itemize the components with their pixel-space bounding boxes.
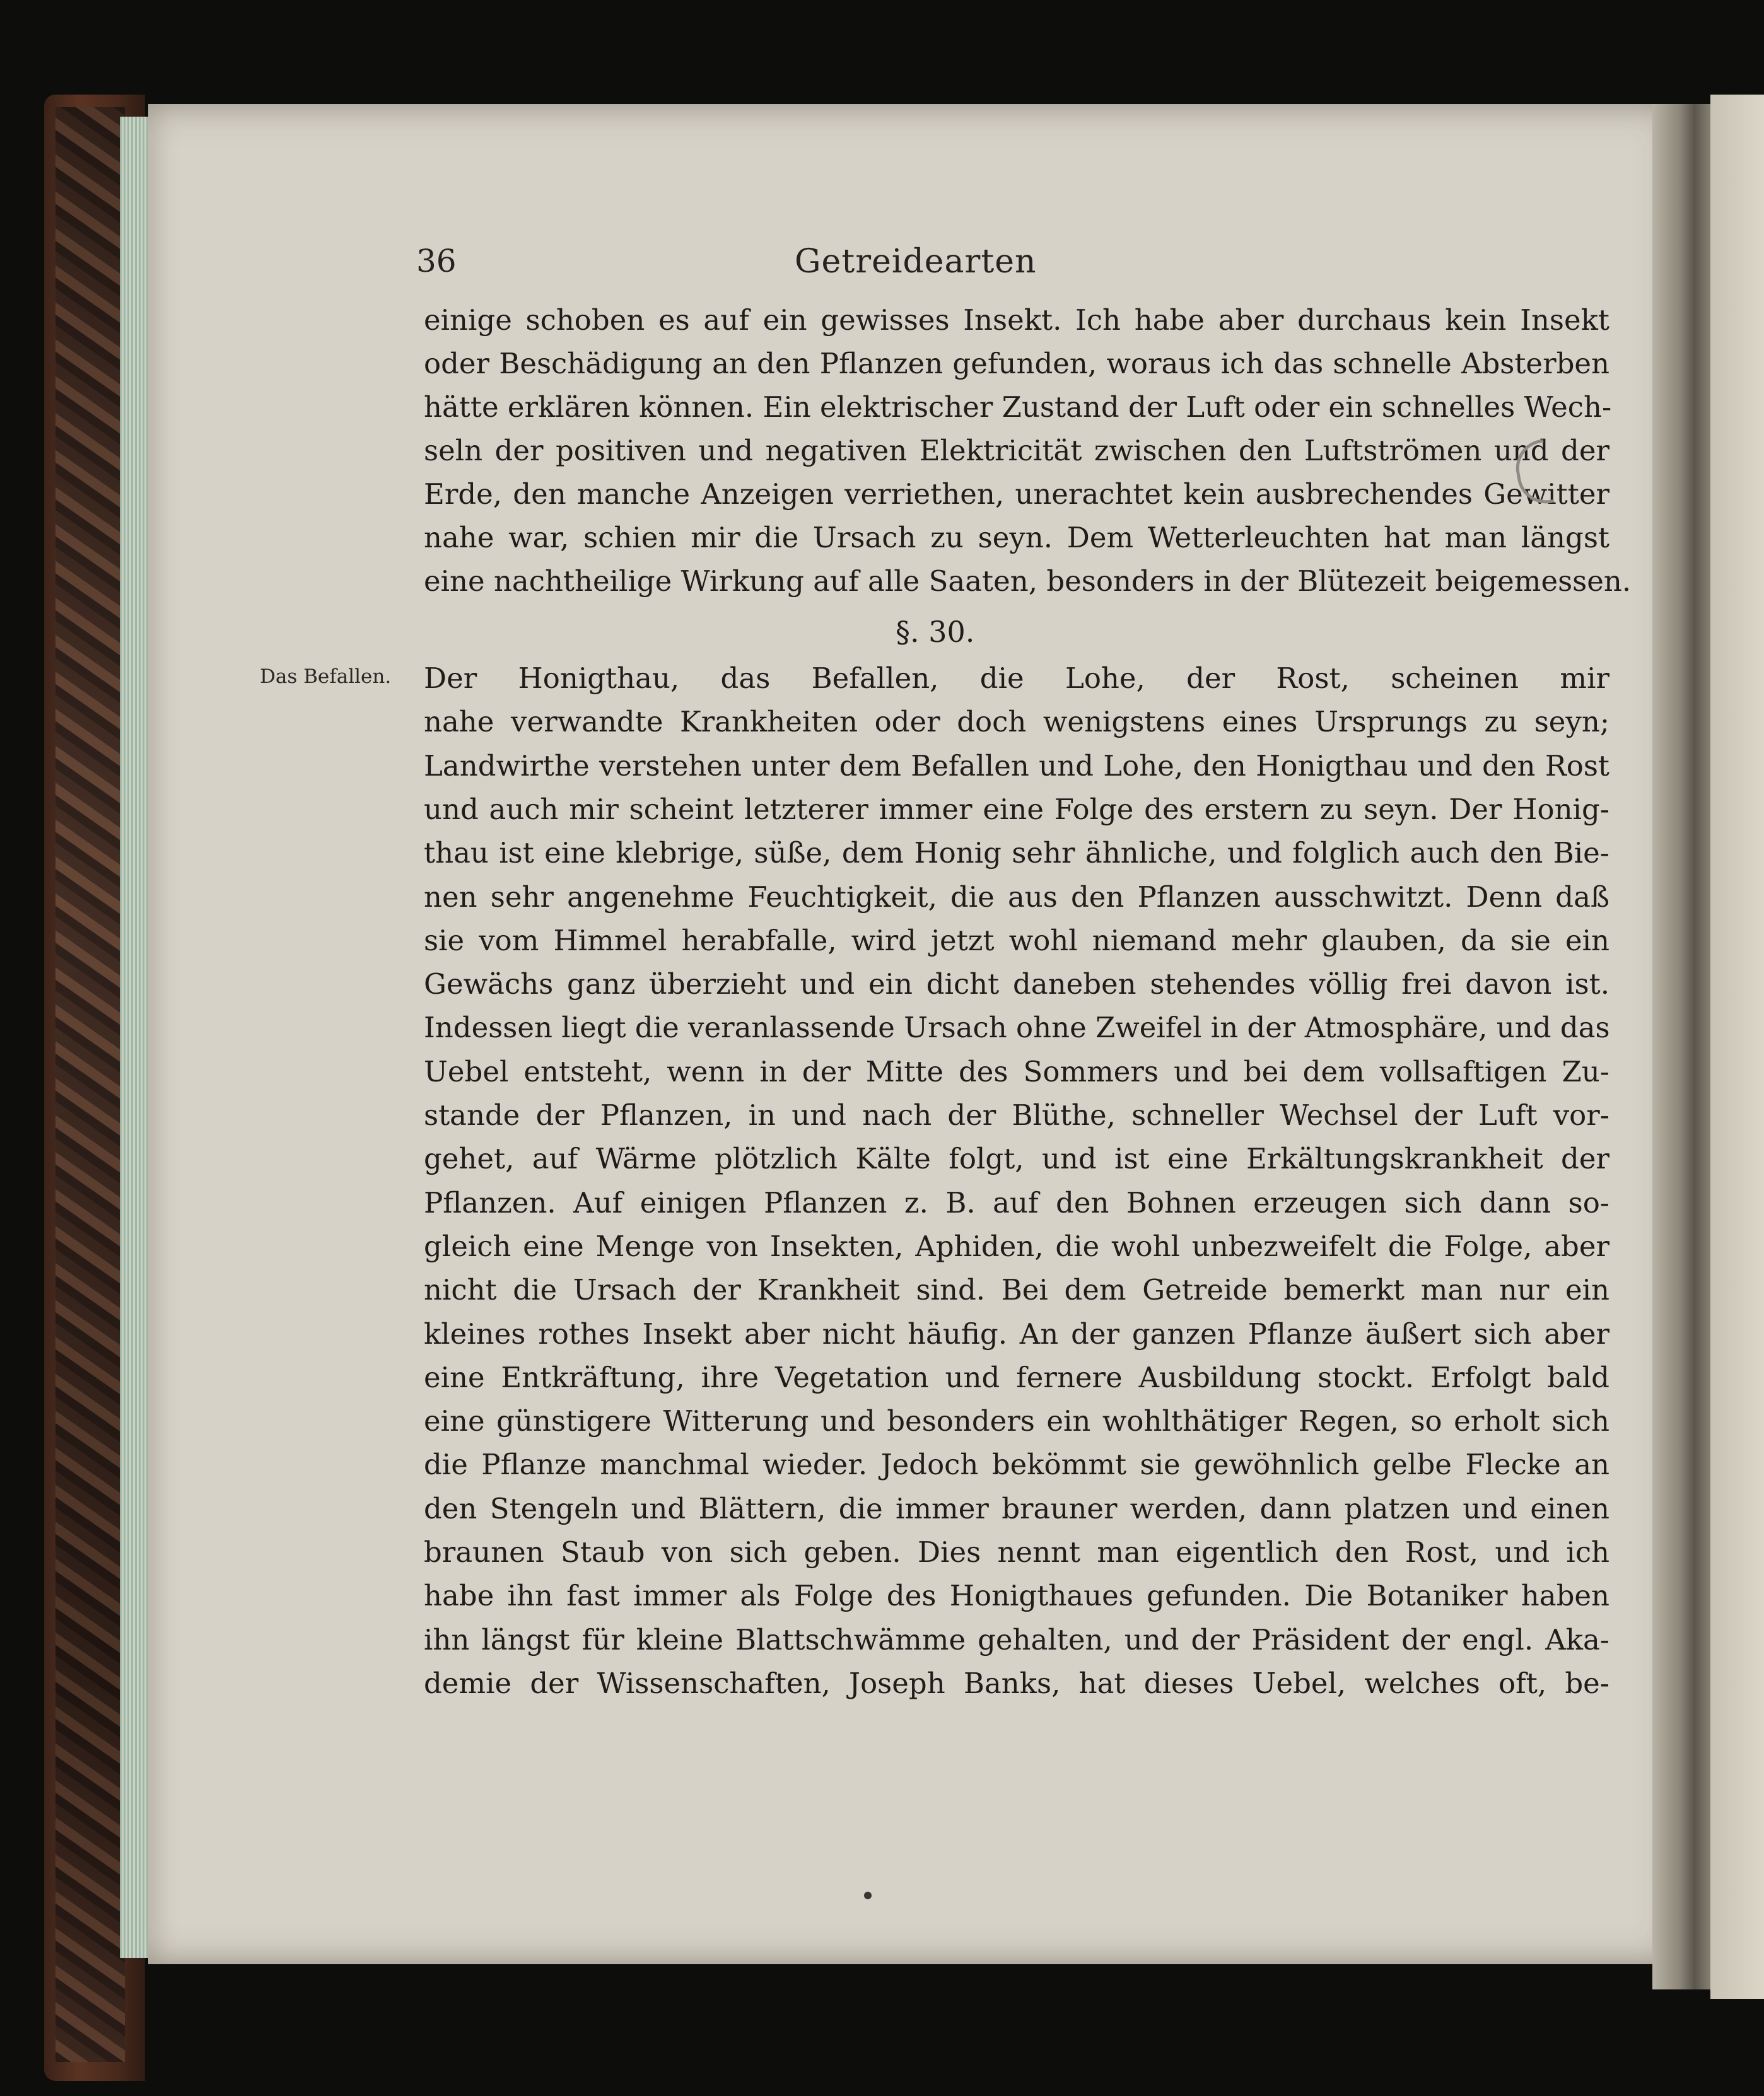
text-line: und auch mir scheint letzterer immer eine Folge des erstern zu seyn. Der Honig- <box>424 792 1609 826</box>
text-line: eine günstigere Witterung und besonders ein wohlthätiger Regen, so erholt sich <box>424 1404 1609 1438</box>
text-line: Landwirthe verstehen unter dem Befallen und Lohe, den Honigthau und den Rost <box>424 748 1609 783</box>
text-line: einige schoben es auf ein gewisses Insekt. Ich habe aber durchaus kein Insekt <box>424 303 1609 337</box>
text-line: demie der Wissenschaften, Joseph Banks, hat dieses Uebel, welches oft, be- <box>424 1666 1609 1700</box>
text-line: nahe war, schien mir die Ursach zu seyn. Dem Wetterleuchten hat man längst <box>424 521 1609 554</box>
page-header <box>416 243 1615 287</box>
text-line: nahe verwandte Krankheiten oder doch wenigstens eines Ursprungs zu seyn; <box>424 705 1609 739</box>
margin-note: Das Befallen. <box>260 665 392 688</box>
text-line: nen sehr angenehme Feuchtigkeit, die aus den Pflanzen ausschwitzt. Denn daß <box>424 880 1609 914</box>
text-line: sie vom Himmel herabfalle, wird jetzt wohl niemand mehr glauben, da sie ein <box>424 923 1609 957</box>
marbled-endpaper <box>55 107 125 2062</box>
text-line: gehet, auf Wärme plötzlich Kälte folgt, und ist eine Erkältungskrankheit der <box>424 1142 1609 1176</box>
text-line: Pflanzen. Auf einigen Pflanzen z. B. auf den Bohnen erzeugen sich dann so- <box>424 1185 1609 1220</box>
text-line: habe ihn fast immer als Folge des Honigthaues gefunden. Die Botaniker haben <box>424 1579 1609 1613</box>
text-line: hätte erklären können. Ein elektrischer Zustand der Luft oder ein schnelles Wech- <box>424 390 1612 424</box>
text-line: thau ist eine klebrige, süße, dem Honig sehr ähnliche, und folglich auch den Bie- <box>424 836 1609 870</box>
book-gutter <box>1652 104 1712 1989</box>
page-edges <box>120 117 151 1958</box>
text-line: die Pflanze manchmal wieder. Jedoch bekömmt sie gewöhnlich gelbe Flecke an <box>424 1448 1609 1482</box>
text-line: Indessen liegt die veranlassende Ursach ohne Zweifel in der Atmosphäre, und das <box>424 1011 1610 1045</box>
text-line: braunen Staub von sich geben. Dies nennt man eigentlich den Rost, und ich <box>424 1535 1609 1569</box>
running-head: Getreidearten <box>795 243 1037 281</box>
text-line: Der Honigthau, das Befallen, die Lohe, der Rost, scheinen mir <box>424 661 1609 695</box>
section-heading: §. 30. <box>896 615 975 649</box>
text-line: eine Entkräftung, ihre Vegetation und fernere Ausbildung stockt. Erfolgt bald <box>424 1360 1609 1394</box>
ink-dot <box>864 1892 872 1899</box>
text-line: Uebel entsteht, wenn in der Mitte des Sommers und bei dem vollsaftigen Zu- <box>424 1054 1609 1088</box>
text-line: kleines rothes Insekt aber nicht häufig. An der ganzen Pflanze äußert sich aber <box>424 1317 1609 1351</box>
page-number: 36 <box>416 243 457 279</box>
text-line: seln der positiven und negativen Elektricität zwischen den Luftströmen und der <box>424 434 1609 467</box>
text-line: ihn längst für kleine Blattschwämme gehalten, und der Präsident der engl. Aka- <box>424 1622 1609 1656</box>
text-line: oder Beschädigung an den Pflanzen gefunden, woraus ich das schnelle Absterben <box>424 347 1609 380</box>
text-line: nicht die Ursach der Krankheit sind. Bei dem Getreide bemerkt man nur ein <box>424 1273 1609 1307</box>
facing-page-edge <box>1710 95 1764 1999</box>
text-line: Gewächs ganz überzieht und ein dicht daneben stehendes völlig frei davon ist. <box>424 967 1609 1001</box>
text-line: stande der Pflanzen, in und nach der Blüthe, schneller Wechsel der Luft vor- <box>424 1098 1609 1132</box>
text-line: Erde, den manche Anzeigen verriethen, unerachtet kein ausbrechendes Gewitter <box>424 477 1609 511</box>
text-line: den Stengeln und Blättern, die immer brauner werden, dann platzen und einen <box>424 1491 1609 1525</box>
text-line: eine nachtheilige Wirkung auf alle Saaten, besonders in der Blütezeit beigemessen. <box>424 564 1632 598</box>
text-line: gleich eine Menge von Insekten, Aphiden, die wohl unbezweifelt die Folge, aber <box>424 1229 1609 1263</box>
